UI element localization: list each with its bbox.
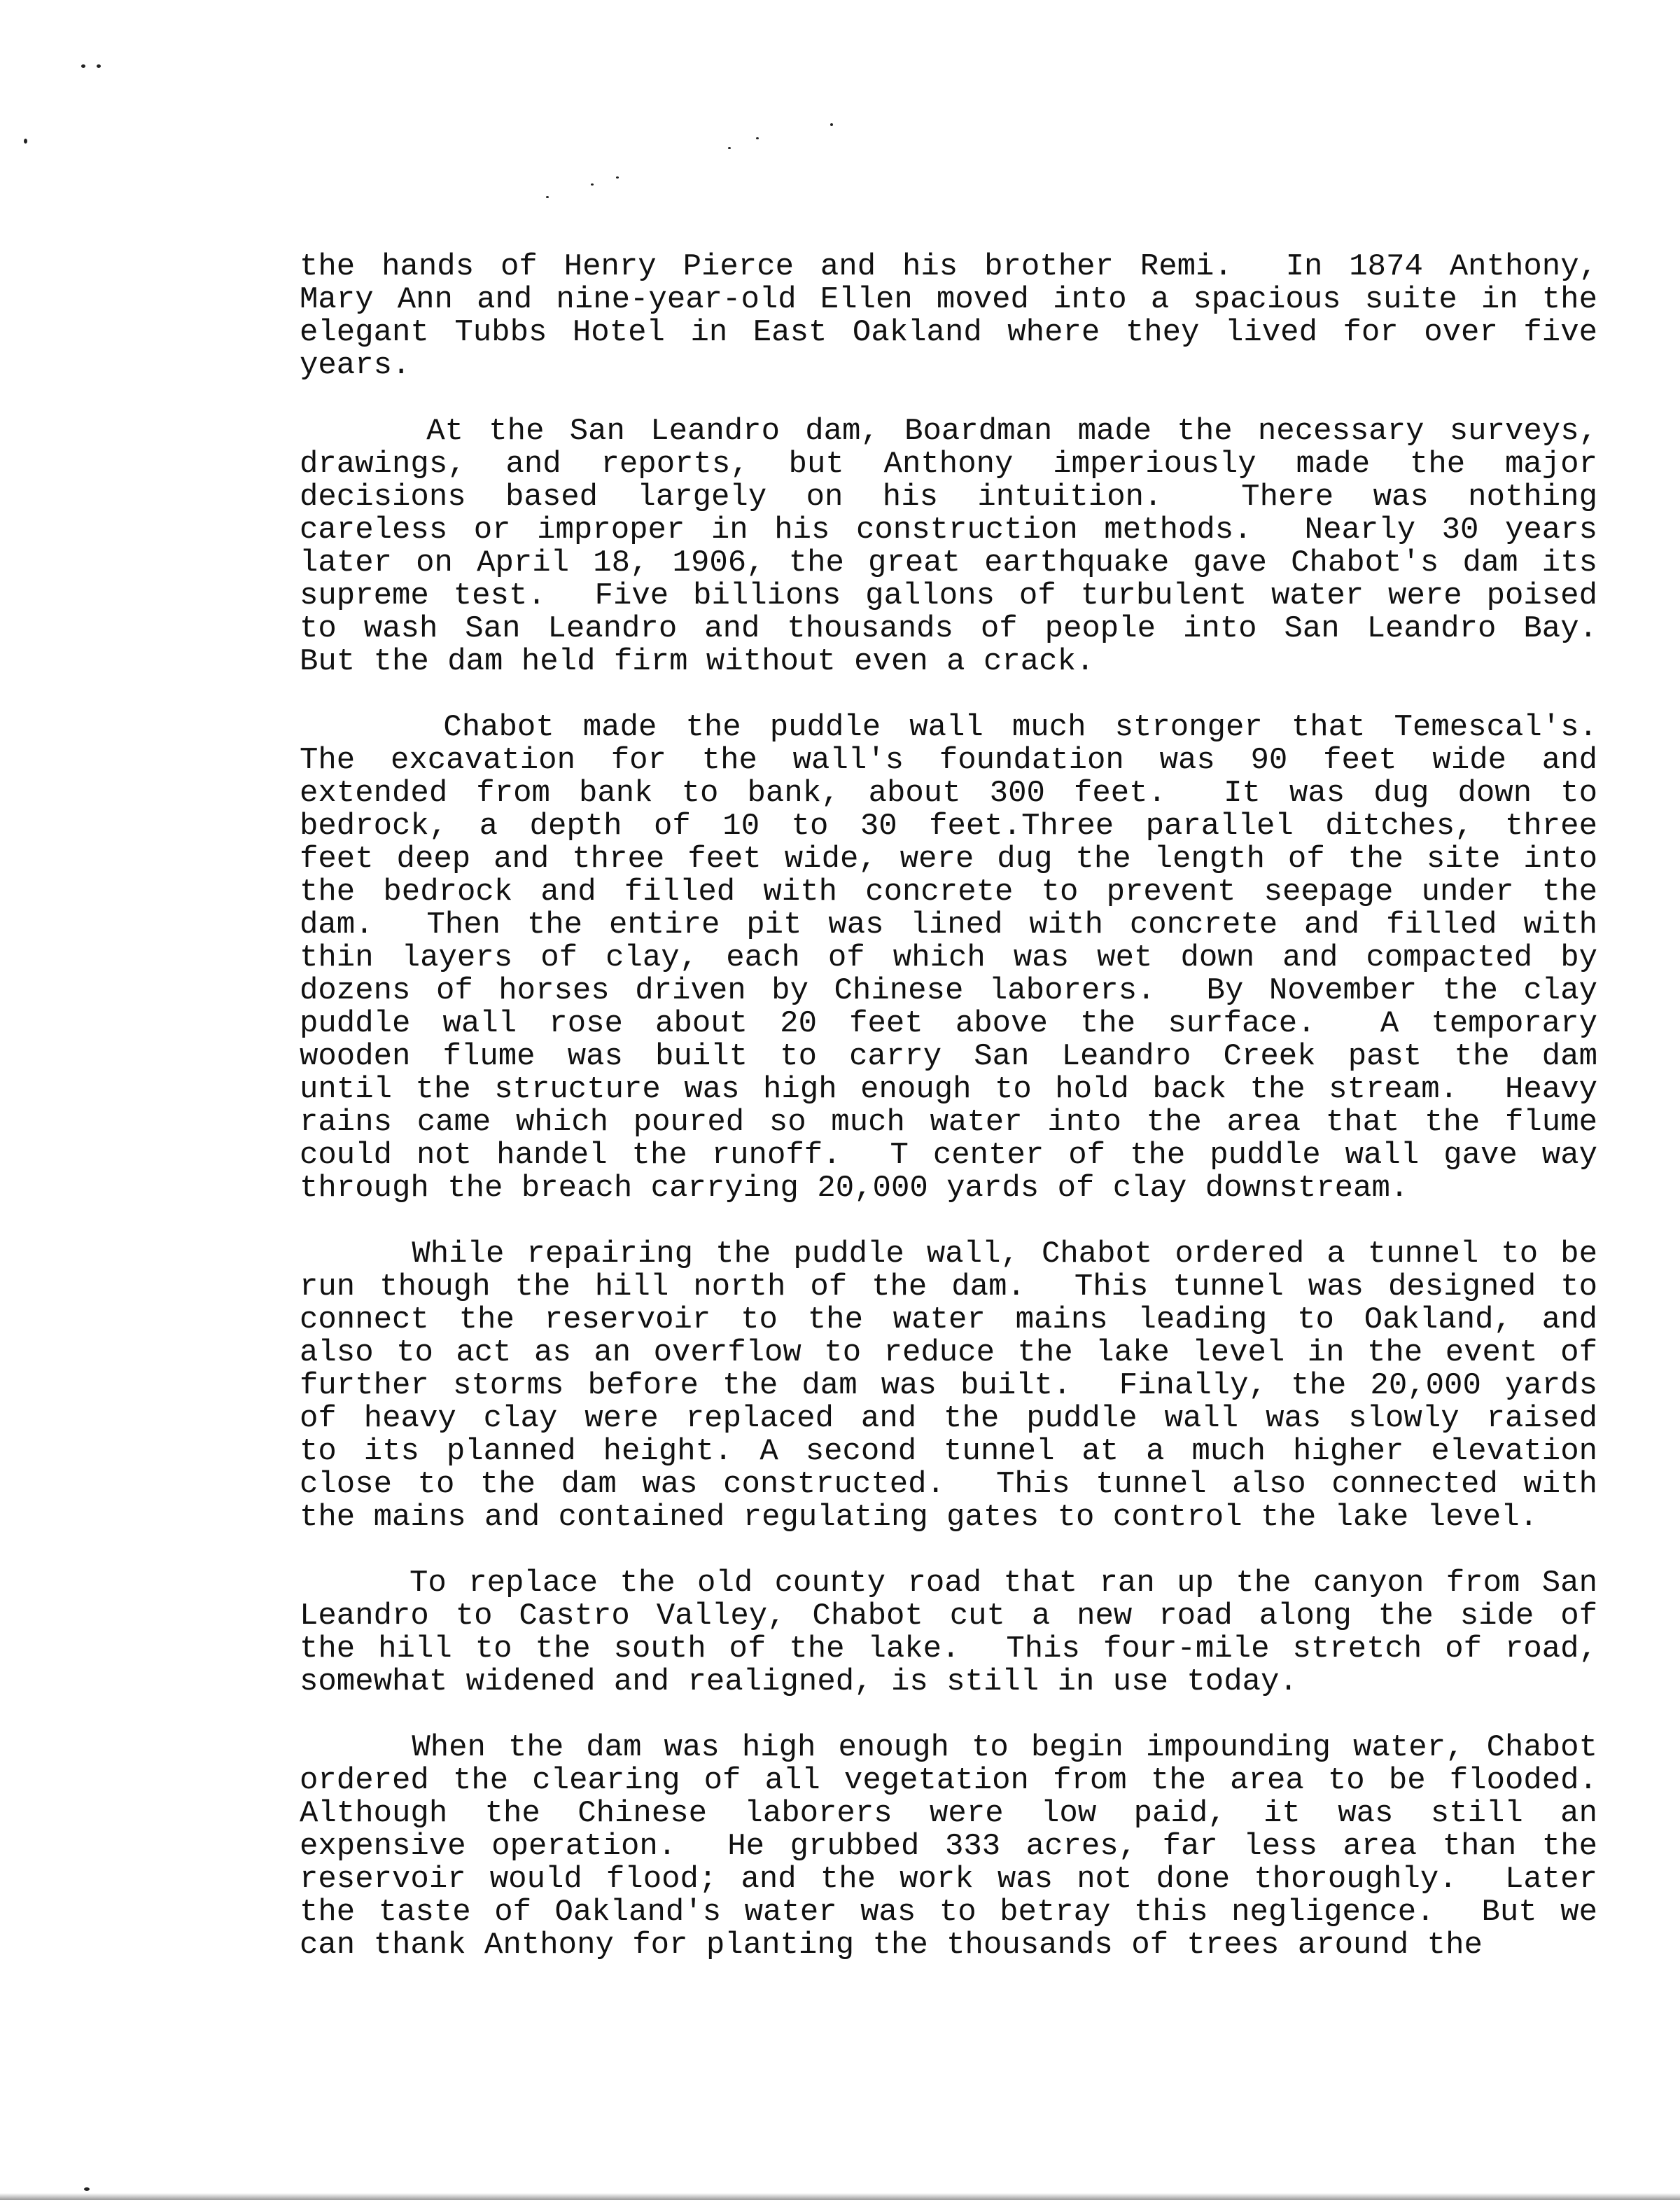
text-line: elegant Tubbs Hotel in East Oakland where they lived for over five (300, 315, 1597, 350)
scan-speck (24, 139, 27, 144)
text-line: connect the reservoir to the water mains leading to Oakland, and (300, 1302, 1597, 1337)
text-line: rains came which poured so much water into the area that the flume (300, 1105, 1597, 1140)
scan-speck (81, 64, 85, 68)
scan-speck (546, 196, 549, 198)
text-line: supreme test. Five billions gallons of turbulent water were poised (300, 578, 1597, 613)
text-line: The excavation for the wall's foundation was 90 feet wide and (300, 743, 1597, 778)
scan-speck (616, 176, 619, 179)
text-line: expensive operation. He grubbed 333 acres, far less area than the (300, 1829, 1597, 1864)
text-line: puddle wall rose about 20 feet above the surface. A temporary (300, 1006, 1597, 1041)
paragraph-2 (300, 415, 1597, 678)
paragraph-5 (300, 1567, 1597, 1699)
text-line: Leandro to Castro Valley, Chabot cut a new road along the side of (300, 1599, 1597, 1634)
text-line: the taste of Oakland's water was to betray this negligence. But we (300, 1895, 1597, 1930)
text-line: dam. Then the entire pit was lined with concrete and filled with (300, 907, 1597, 942)
text-line: the bedrock and filled with concrete to prevent seepage under the (300, 875, 1597, 910)
text-line: thin layers of clay, each of which was wet down and compacted by (300, 940, 1597, 975)
text-line: of heavy clay were replaced and the puddle wall was slowly raised (300, 1401, 1597, 1436)
text-line: can thank Anthony for planting the thousands of trees around the (300, 1928, 1483, 1963)
text-line: extended from bank to bank, about 300 feet. It was dug down to (300, 776, 1597, 811)
text-line: But the dam held firm without even a crack. (300, 644, 1095, 679)
text-line: years. (300, 348, 411, 383)
scan-speck (591, 183, 594, 186)
text-line: Although the Chinese laborers were low paid, it was still an (300, 1796, 1597, 1831)
text-line: Chabot made the puddle wall much stronger that Temescal's. (300, 710, 1597, 745)
text-line: When the dam was high enough to begin impounding water, Chabot (300, 1730, 1597, 1765)
text-line: careless or improper in his construction methods. Nearly 30 years (300, 513, 1597, 548)
text-line: to wash San Leandro and thousands of people into San Leandro Bay. (300, 611, 1597, 646)
paragraph-4 (300, 1238, 1597, 1534)
paragraph-3 (300, 711, 1597, 1205)
text-line: close to the dam was constructed. This tunnel also connected with (300, 1467, 1597, 1502)
body-text (300, 251, 1597, 1995)
text-line: While repairing the puddle wall, Chabot ordered a tunnel to be (300, 1237, 1597, 1272)
text-line: dozens of horses driven by Chinese laborers. By November the clay (300, 973, 1597, 1008)
text-line: could not handel the runoff. T center of the puddle wall gave way (300, 1138, 1597, 1173)
text-line: To replace the old county road that ran up the canyon from San (300, 1566, 1597, 1601)
paragraph-6 (300, 1732, 1597, 1962)
scan-speck (728, 147, 731, 149)
text-line: feet deep and three feet wide, were dug the length of the site into (300, 842, 1597, 877)
text-line: until the structure was high enough to hold back the stream. Heavy (300, 1072, 1597, 1107)
text-line: drawings, and reports, but Anthony imperiously made the major (300, 447, 1597, 482)
text-line: Mary Ann and nine-year-old Ellen moved into a spacious suite in the (300, 282, 1597, 317)
text-line: At the San Leandro dam, Boardman made the necessary surveys, (300, 414, 1597, 449)
scan-bottom-edge (0, 2193, 1680, 2200)
text-line: to its planned height. A second tunnel at a much higher elevation (300, 1434, 1597, 1469)
paragraph-1 (300, 251, 1597, 382)
text-line: ordered the clearing of all vegetation from the area to be flooded. (300, 1763, 1597, 1798)
text-line: further storms before the dam was built. Finally, the 20,000 yards (300, 1368, 1597, 1403)
text-line: through the breach carrying 20,000 yards of clay downstream. (300, 1171, 1409, 1206)
text-line: the hands of Henry Pierce and his brother Remi. In 1874 Anthony, (300, 249, 1597, 284)
text-line: wooden flume was built to carry San Leandro Creek past the dam (300, 1039, 1597, 1074)
text-line: run though the hill north of the dam. This tunnel was designed to (300, 1269, 1597, 1304)
scan-speck (84, 2187, 90, 2191)
text-line: the hill to the south of the lake. This four-mile stretch of road, (300, 1631, 1597, 1666)
scan-speck (756, 137, 759, 139)
scan-speck (830, 123, 833, 126)
text-line: reservoir would flood; and the work was not done thoroughly. Later (300, 1862, 1597, 1897)
scan-speck (97, 64, 101, 68)
text-line: also to act as an overflow to reduce the lake level in the event of (300, 1335, 1597, 1370)
text-line: decisions based largely on his intuition. There was nothing (300, 480, 1597, 515)
text-line: later on April 18, 1906, the great earthquake gave Chabot's dam its (300, 545, 1597, 580)
text-line: the mains and contained regulating gates to control the lake level. (300, 1500, 1539, 1535)
text-line: somewhat widened and realigned, is still in use today. (300, 1664, 1298, 1699)
text-line: bedrock, a depth of 10 to 30 feet.Three parallel ditches, three (300, 809, 1597, 844)
